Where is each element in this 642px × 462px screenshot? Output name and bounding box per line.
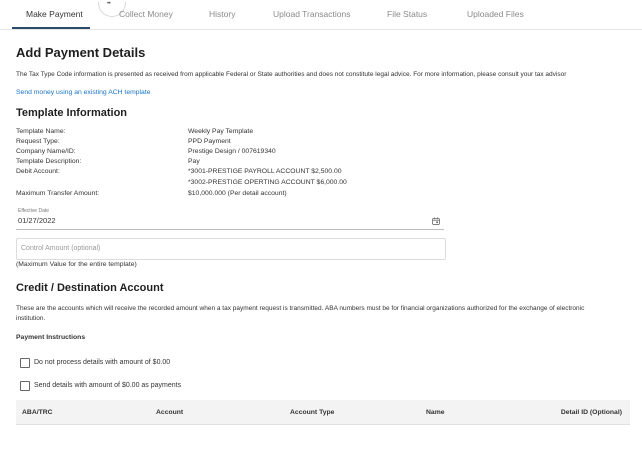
- skip-zero-label[interactable]: Do not process details with amount of $0.00: [34, 359, 171, 366]
- column-account[interactable]: Account: [156, 409, 184, 416]
- debit-account-label: Debit Account:: [16, 168, 60, 175]
- send-zero-checkbox[interactable]: [20, 381, 30, 391]
- debit-account-2-value: *3002-PRESTIGE OPERTING ACCOUNT $6,000.00: [188, 179, 347, 186]
- effective-date-field[interactable]: [16, 205, 444, 230]
- max-transfer-label: Maximum Transfer Amount:: [16, 190, 100, 197]
- ach-template-link[interactable]: Send money using an existing ACH template: [16, 89, 151, 96]
- page-title: Add Payment Details: [16, 45, 146, 60]
- tab-bar: [0, 0, 642, 30]
- request-type-value: PPD Payment: [188, 138, 231, 145]
- tab-make-payment[interactable]: Make Payment: [26, 9, 83, 19]
- tab-upload-transactions[interactable]: Upload Transactions: [273, 9, 351, 19]
- control-amount-placeholder: Control Amount (optional): [21, 245, 101, 252]
- max-transfer-value: $10,000.000 (Per detail account): [188, 190, 287, 197]
- template-description-label: Template Description:: [16, 158, 82, 165]
- credit-destination-heading: Credit / Destination Account: [16, 282, 164, 294]
- effective-date-label: Effective Date: [18, 208, 50, 214]
- control-amount-input[interactable]: [16, 238, 446, 260]
- disclaimer-text: The Tax Type Code information is presented as received from applicable Federal or State authorities and does not constitute legal advice. For more information, please consult your tax advisor: [16, 71, 567, 78]
- column-name[interactable]: Name: [426, 409, 445, 416]
- send-zero-label[interactable]: Send details with amount of $0.00 as payments: [34, 382, 182, 389]
- template-info-heading: Template Information: [16, 107, 128, 119]
- skip-zero-checkbox[interactable]: [20, 358, 30, 368]
- calendar-icon[interactable]: [432, 217, 440, 225]
- company-label: Company Name/ID:: [16, 148, 76, 155]
- template-description-value: Pay: [188, 158, 200, 165]
- template-name-label: Template Name:: [16, 128, 66, 135]
- tab-history[interactable]: History: [209, 9, 236, 19]
- column-account-type[interactable]: Account Type: [290, 409, 335, 416]
- active-tab-indicator: [12, 27, 90, 29]
- control-amount-hint: (Maximum Value for the entire template): [16, 261, 137, 268]
- company-value: Prestige Design / 007619340: [188, 148, 276, 155]
- payment-instructions-heading: Payment Instructions: [16, 334, 86, 341]
- credit-description-line1: These are the accounts which will receive the recorded amount when a tax payment request is transmitted. ABA numbers must be for financial organizations authorized for the exchange of electronic: [16, 305, 585, 312]
- tab-collect-money[interactable]: Collect Money: [119, 9, 173, 19]
- tab-uploaded-files[interactable]: Uploaded Files: [467, 9, 524, 19]
- accounts-table-header: [16, 400, 630, 425]
- tab-file-status[interactable]: File Status: [387, 9, 428, 19]
- template-name-value: Weekly Pay Template: [188, 128, 254, 135]
- credit-description-line2: institution.: [16, 315, 46, 322]
- effective-date-value: 01/27/2022: [18, 216, 56, 225]
- column-aba-trc[interactable]: ABA/TRC: [22, 409, 53, 416]
- debit-account-1-value: *3001-PRESTIGE PAYROLL ACCOUNT $2,500.00: [188, 168, 342, 175]
- column-detail-id[interactable]: Detail ID (Optional): [560, 409, 622, 416]
- request-type-label: Request Type:: [16, 138, 60, 145]
- drag-handle-icon: ••: [107, 1, 111, 7]
